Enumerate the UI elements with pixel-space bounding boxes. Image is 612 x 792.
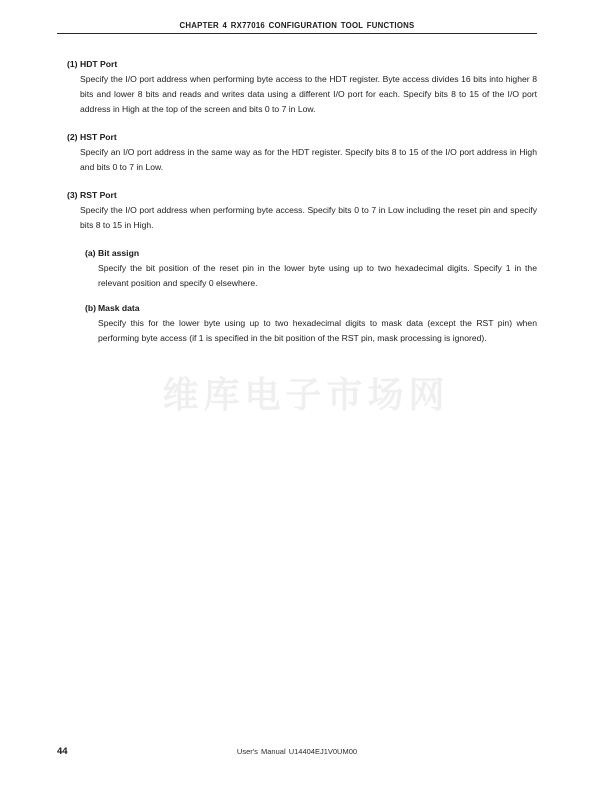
section-marker: (1) — [67, 59, 78, 69]
section-hst-port — [67, 130, 537, 175]
subsection-body-text: Specify this for the lower byte using up to two hexadecimal digits to mask data (except the RST pin) when performing byte access (if 1 is specified in the bit position of the RST pin, mask processing is ignored). — [98, 318, 537, 343]
site-watermark: 维库电子市场网 — [162, 374, 450, 415]
subsection-bit-assign — [85, 246, 537, 291]
manual-reference: User's Manual U14404EJ1V0UM00 — [236, 747, 358, 756]
subsection-marker: (b) — [85, 303, 96, 313]
section-rst-port — [67, 188, 537, 233]
subsection-heading: Mask data — [98, 303, 140, 313]
section-body-text: Specify the I/O port address when performing byte access to the HDT register. Byte access divides 16 bits into higher 8 bits and lower 8 bits and reads and writes data using a different I/O port for each. Specify bits 8 to 15 of the I/O port address in High at the top of the screen and bits 0 to 7 in Low. — [80, 74, 537, 114]
chapter-header-title: CHAPTER 4 RX77016 CONFIGURATION TOOL FUNCTIONS — [179, 21, 415, 30]
subsection-heading: Bit assign — [98, 248, 140, 258]
subsection-marker: (a) — [85, 248, 96, 258]
section-body-text: Specify the I/O port address when performing byte access. Specify bits 0 to 7 in Low including the reset pin and specify bits 8 to 15 in High. — [80, 205, 537, 230]
subsection-body-text: Specify the bit position of the reset pin in the lower byte using up to two hexadecimal digits. Specify 1 in the relevant position and specify 0 elsewhere. — [98, 263, 537, 288]
header-rule — [57, 33, 537, 34]
page-content — [67, 57, 537, 356]
subsection-mask-data — [85, 301, 537, 346]
page-footer — [57, 746, 537, 758]
section-marker: (2) — [67, 132, 78, 142]
section-marker: (3) — [67, 190, 78, 200]
section-heading: HDT Port — [80, 59, 118, 69]
section-heading: RST Port — [80, 190, 117, 200]
section-hdt-port — [67, 57, 537, 117]
section-heading: HST Port — [80, 132, 117, 142]
page-number: 44 — [57, 746, 68, 757]
section-body-text: Specify an I/O port address in the same way as for the HDT register. Specify bits 8 to 15 of the I/O port address in High and bits 0 to 7 in Low. — [80, 147, 537, 172]
